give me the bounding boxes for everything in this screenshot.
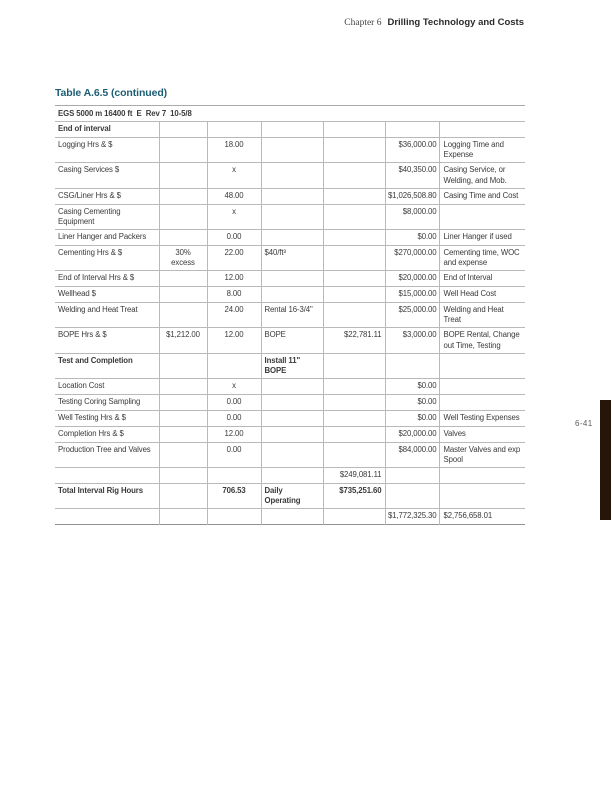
table-cell: $249,081.11 xyxy=(323,468,385,484)
table-title: Table A.6.5 (continued) xyxy=(55,87,168,99)
table-cell xyxy=(261,138,323,163)
table-cell: $36,000.00 xyxy=(385,138,439,163)
table-cell xyxy=(323,426,385,442)
table-cell xyxy=(159,163,207,188)
table-cell xyxy=(261,394,323,410)
table-cell: Welding and Heat Treat xyxy=(55,303,159,328)
table-cell: 30% excess xyxy=(159,245,207,270)
table-cell xyxy=(323,287,385,303)
table-cell: $1,212.00 xyxy=(159,328,207,353)
table-row xyxy=(55,229,525,245)
table-cell: Wellhead $ xyxy=(55,287,159,303)
table-cell: Testing Coring Sampling xyxy=(55,394,159,410)
table-cell xyxy=(207,353,261,378)
table-cell xyxy=(159,484,207,509)
table-cell: $0.00 xyxy=(385,410,439,426)
table-cell: $40,350.00 xyxy=(385,163,439,188)
table-subtitle-row xyxy=(55,106,525,122)
table-cell xyxy=(159,303,207,328)
table-cell xyxy=(261,426,323,442)
table-cell: 706.53 xyxy=(207,484,261,509)
table-cell: $0.00 xyxy=(385,378,439,394)
table-cell: Casing Services $ xyxy=(55,163,159,188)
cost-table xyxy=(55,105,525,525)
page-number: 6-41 xyxy=(575,419,593,428)
table-cell xyxy=(439,353,525,378)
table-cell xyxy=(159,410,207,426)
table-cell: Liner Hanger if used xyxy=(439,229,525,245)
page-header xyxy=(344,17,524,28)
table-cell: 12.00 xyxy=(207,426,261,442)
table-cell xyxy=(439,204,525,229)
table-cell xyxy=(159,353,207,378)
table-cell xyxy=(159,229,207,245)
table-cell: Total Interval Rig Hours xyxy=(55,484,159,509)
table-cell xyxy=(159,138,207,163)
table-cell: 8.00 xyxy=(207,287,261,303)
table-cell: 0.00 xyxy=(207,410,261,426)
table-cell xyxy=(323,394,385,410)
table-cell: Valves xyxy=(439,426,525,442)
table-cell: Location Cost xyxy=(55,378,159,394)
table-cell xyxy=(439,394,525,410)
table-cell: $20,000.00 xyxy=(385,271,439,287)
cost-table-body xyxy=(55,122,525,525)
table-cell xyxy=(159,442,207,467)
table-row xyxy=(55,188,525,204)
table-cell: BOPE Rental, Change out Time, Testing xyxy=(439,328,525,353)
table-cell: $3,000.00 xyxy=(385,328,439,353)
table-cell: End of interval xyxy=(55,122,159,138)
table-cell xyxy=(261,378,323,394)
table-cell xyxy=(439,468,525,484)
table-cell xyxy=(159,204,207,229)
table-cell: Production Tree and Valves xyxy=(55,442,159,467)
table-row xyxy=(55,138,525,163)
table-cell xyxy=(261,229,323,245)
table-cell: 0.00 xyxy=(207,442,261,467)
table-cell: 0.00 xyxy=(207,394,261,410)
table-cell xyxy=(159,509,207,525)
table-subtitle: EGS 5000 m 16400 ft E Rev 7 10-5/8 xyxy=(58,108,192,118)
table-cell: Liner Hanger and Packers xyxy=(55,229,159,245)
table-cell: Casing Service, or Welding, and Mob. xyxy=(439,163,525,188)
chapter-title: Drilling Technology and Costs xyxy=(387,17,524,28)
table-cell: x xyxy=(207,378,261,394)
table-cell xyxy=(439,122,525,138)
table-cell: $8,000.00 xyxy=(385,204,439,229)
table-row xyxy=(55,122,525,138)
table-cell xyxy=(323,353,385,378)
table-cell: Daily Operating xyxy=(261,484,323,509)
table-cell xyxy=(207,122,261,138)
table-cell xyxy=(261,188,323,204)
table-row xyxy=(55,204,525,229)
table-cell: Cementing time, WOC and expense xyxy=(439,245,525,270)
table-cell: Casing Time and Cost xyxy=(439,188,525,204)
table-row xyxy=(55,484,525,509)
table-cell: Casing Cementing Equipment xyxy=(55,204,159,229)
table-cell xyxy=(159,122,207,138)
table-cell: $20,000.00 xyxy=(385,426,439,442)
table-cell xyxy=(261,509,323,525)
table-cell xyxy=(323,163,385,188)
table-row xyxy=(55,303,525,328)
table-row xyxy=(55,468,525,484)
table-row xyxy=(55,394,525,410)
table-cell xyxy=(323,442,385,467)
table-cell xyxy=(323,122,385,138)
table-cell: $1,772,325.30 xyxy=(385,509,439,525)
table-cell: End of Interval xyxy=(439,271,525,287)
table-cell xyxy=(385,353,439,378)
table-cell: Well Head Cost xyxy=(439,287,525,303)
table-cell: 48.00 xyxy=(207,188,261,204)
table-cell: $2,756,658.01 xyxy=(439,509,525,525)
table-cell xyxy=(159,378,207,394)
table-row xyxy=(55,378,525,394)
table-cell: x xyxy=(207,163,261,188)
table-cell: 22.00 xyxy=(207,245,261,270)
table-cell: 12.00 xyxy=(207,271,261,287)
table-row xyxy=(55,410,525,426)
table-cell xyxy=(159,394,207,410)
table-cell: 18.00 xyxy=(207,138,261,163)
table-cell xyxy=(159,426,207,442)
table-cell xyxy=(207,509,261,525)
table-cell: $15,000.00 xyxy=(385,287,439,303)
table-cell xyxy=(207,468,261,484)
table-cell: Test and Completion xyxy=(55,353,159,378)
table-cell: Install 11" BOPE xyxy=(261,353,323,378)
table-cell xyxy=(159,188,207,204)
table-cell xyxy=(159,468,207,484)
table-cell: $0.00 xyxy=(385,394,439,410)
table-cell: Logging Hrs & $ xyxy=(55,138,159,163)
table-cell: Well Testing Expenses xyxy=(439,410,525,426)
table-cell xyxy=(159,271,207,287)
table-cell: $735,251.60 xyxy=(323,484,385,509)
table-cell xyxy=(261,204,323,229)
table-row xyxy=(55,163,525,188)
chapter-edge-tab xyxy=(600,400,611,520)
table-cell: End of Interval Hrs & $ xyxy=(55,271,159,287)
table-cell: $1,026,508.80 xyxy=(385,188,439,204)
table-cell xyxy=(261,122,323,138)
table-row xyxy=(55,271,525,287)
chapter-label: Chapter 6 xyxy=(344,18,382,28)
table-row xyxy=(55,245,525,270)
table-cell xyxy=(261,271,323,287)
table-cell: $40/ft³ xyxy=(261,245,323,270)
table-cell xyxy=(55,509,159,525)
table-cell: Welding and Heat Treat xyxy=(439,303,525,328)
table-cell: $0.00 xyxy=(385,229,439,245)
table-cell: Master Valves and exp Spool xyxy=(439,442,525,467)
table-cell: Completion Hrs & $ xyxy=(55,426,159,442)
table-row xyxy=(55,328,525,353)
table-cell xyxy=(323,229,385,245)
table-cell xyxy=(323,271,385,287)
table-cell xyxy=(439,484,525,509)
table-cell: BOPE xyxy=(261,328,323,353)
table-cell xyxy=(261,410,323,426)
table-cell: $270,000.00 xyxy=(385,245,439,270)
table-cell xyxy=(159,287,207,303)
table-cell xyxy=(323,204,385,229)
table-cell: 12.00 xyxy=(207,328,261,353)
table-cell xyxy=(261,442,323,467)
table-cell xyxy=(323,245,385,270)
table-cell: $25,000.00 xyxy=(385,303,439,328)
table-cell: CSG/Liner Hrs & $ xyxy=(55,188,159,204)
table-row xyxy=(55,426,525,442)
table-cell: $22,781.11 xyxy=(323,328,385,353)
table-cell xyxy=(323,138,385,163)
table-cell xyxy=(323,378,385,394)
table-row xyxy=(55,442,525,467)
table-cell: BOPE Hrs & $ xyxy=(55,328,159,353)
table-cell: Cementing Hrs & $ xyxy=(55,245,159,270)
table-cell: x xyxy=(207,204,261,229)
table-cell xyxy=(385,484,439,509)
table-row xyxy=(55,287,525,303)
table-cell xyxy=(261,468,323,484)
table-cell xyxy=(55,468,159,484)
table-cell xyxy=(323,509,385,525)
table-cell: Rental 16-3/4" xyxy=(261,303,323,328)
table-cell: Logging Time and Expense xyxy=(439,138,525,163)
table-cell xyxy=(261,163,323,188)
table-cell xyxy=(385,122,439,138)
table-cell: $84,000.00 xyxy=(385,442,439,467)
table-cell xyxy=(385,468,439,484)
table-cell: Well Testing Hrs & $ xyxy=(55,410,159,426)
table-cell xyxy=(323,410,385,426)
table-row xyxy=(55,353,525,378)
table-cell xyxy=(261,287,323,303)
table-cell xyxy=(323,303,385,328)
table-cell xyxy=(439,378,525,394)
table-cell: 0.00 xyxy=(207,229,261,245)
table-cell xyxy=(323,188,385,204)
table-cell: 24.00 xyxy=(207,303,261,328)
table-row xyxy=(55,509,525,525)
